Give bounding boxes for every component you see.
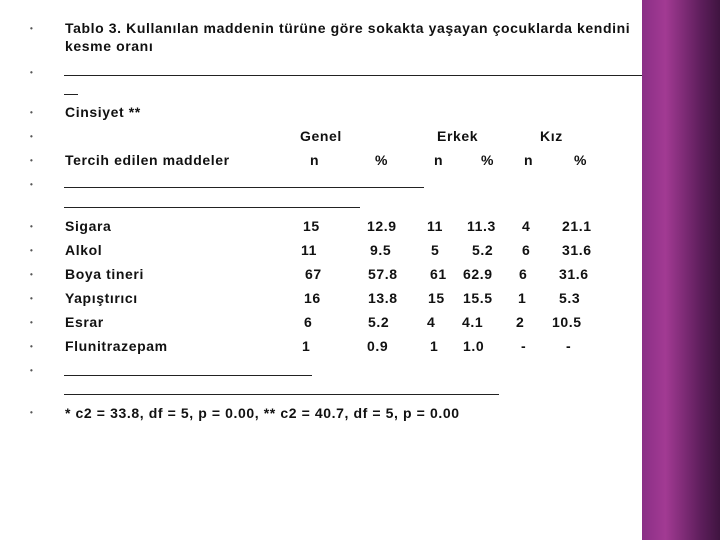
cell-n-erkek: 5 bbox=[431, 242, 440, 258]
table-title-line2: kesme oranı bbox=[65, 38, 154, 54]
cell-n-genel: 11 bbox=[301, 242, 317, 258]
header-rule-2 bbox=[64, 207, 360, 208]
cell-pct-kiz: 10.5 bbox=[552, 314, 582, 330]
cell-pct-kiz: 5.3 bbox=[559, 290, 581, 306]
cinsiyet-label: Cinsiyet ** bbox=[65, 104, 141, 120]
cell-pct-genel: 0.9 bbox=[367, 338, 389, 354]
bullet-icon: • bbox=[30, 108, 33, 117]
cell-pct-genel: 12.9 bbox=[367, 218, 397, 234]
cell-pct-kiz: - bbox=[566, 338, 572, 354]
bullet-icon: • bbox=[30, 270, 33, 279]
cell-n-kiz: 6 bbox=[522, 242, 531, 258]
header-row-label: Tercih edilen maddeler bbox=[65, 152, 230, 168]
cell-pct-genel: 9.5 bbox=[370, 242, 392, 258]
row-name: Alkol bbox=[65, 242, 103, 258]
purple-sidebar-accent bbox=[642, 0, 720, 540]
cell-n-genel: 1 bbox=[302, 338, 311, 354]
cell-pct-erkek: 15.5 bbox=[463, 290, 493, 306]
row-name: Yapıştırıcı bbox=[65, 290, 138, 306]
bullet-icon: • bbox=[30, 318, 33, 327]
row-name: Boya tineri bbox=[65, 266, 144, 282]
header-n-erkek: n bbox=[434, 152, 444, 168]
cell-n-kiz: 6 bbox=[519, 266, 528, 282]
cell-n-erkek: 1 bbox=[430, 338, 439, 354]
title-rule bbox=[64, 75, 642, 76]
header-pct-kiz: % bbox=[574, 152, 588, 168]
bullet-icon: • bbox=[30, 342, 33, 351]
bottom-rule-2 bbox=[64, 394, 499, 395]
cell-n-genel: 15 bbox=[303, 218, 320, 234]
cell-n-erkek: 15 bbox=[428, 290, 445, 306]
footnote: * c2 = 33.8, df = 5, p = 0.00, ** c2 = 40.7, df = 5, p = 0.00 bbox=[65, 405, 460, 421]
header-erkek: Erkek bbox=[437, 128, 479, 144]
bullet-icon: • bbox=[30, 366, 33, 375]
header-pct-genel: % bbox=[375, 152, 389, 168]
cell-pct-genel: 13.8 bbox=[368, 290, 398, 306]
cell-n-kiz: - bbox=[521, 338, 527, 354]
cell-n-genel: 67 bbox=[305, 266, 322, 282]
table-title-line1: Tablo 3. Kullanılan maddenin türüne göre sokakta yaşayan çocuklarda kendini bbox=[65, 20, 631, 36]
cell-pct-genel: 57.8 bbox=[368, 266, 398, 282]
cell-n-erkek: 11 bbox=[427, 218, 443, 234]
header-pct-erkek: % bbox=[481, 152, 495, 168]
bullet-icon: • bbox=[30, 294, 33, 303]
bullet-icon: • bbox=[30, 24, 33, 33]
cell-n-kiz: 1 bbox=[518, 290, 527, 306]
bullet-icon: • bbox=[30, 408, 33, 417]
cell-n-erkek: 61 bbox=[430, 266, 447, 282]
header-n-genel: n bbox=[310, 152, 320, 168]
cell-pct-erkek: 5.2 bbox=[472, 242, 494, 258]
cell-pct-erkek: 11.3 bbox=[467, 218, 496, 234]
bullet-icon: • bbox=[30, 180, 33, 189]
cell-n-genel: 16 bbox=[304, 290, 321, 306]
cell-pct-erkek: 1.0 bbox=[463, 338, 485, 354]
cell-pct-genel: 5.2 bbox=[368, 314, 390, 330]
cell-pct-kiz: 31.6 bbox=[562, 242, 592, 258]
cell-pct-kiz: 31.6 bbox=[559, 266, 589, 282]
cell-n-genel: 6 bbox=[304, 314, 313, 330]
bullet-icon: • bbox=[30, 246, 33, 255]
cell-pct-erkek: 4.1 bbox=[462, 314, 484, 330]
header-kiz: Kız bbox=[540, 128, 563, 144]
row-name: Sigara bbox=[65, 218, 112, 234]
header-n-kiz: n bbox=[524, 152, 534, 168]
cell-pct-erkek: 62.9 bbox=[463, 266, 493, 282]
row-name: Flunitrazepam bbox=[65, 338, 168, 354]
cell-n-erkek: 4 bbox=[427, 314, 436, 330]
title-rule-tail bbox=[64, 94, 78, 95]
header-rule bbox=[64, 187, 424, 188]
header-genel: Genel bbox=[300, 128, 342, 144]
bottom-rule bbox=[64, 375, 312, 376]
bullet-icon: • bbox=[30, 132, 33, 141]
row-name: Esrar bbox=[65, 314, 104, 330]
cell-n-kiz: 2 bbox=[516, 314, 525, 330]
bullet-icon: • bbox=[30, 68, 33, 77]
bullet-icon: • bbox=[30, 156, 33, 165]
bullet-icon: • bbox=[30, 222, 33, 231]
cell-n-kiz: 4 bbox=[522, 218, 531, 234]
cell-pct-kiz: 21.1 bbox=[562, 218, 592, 234]
